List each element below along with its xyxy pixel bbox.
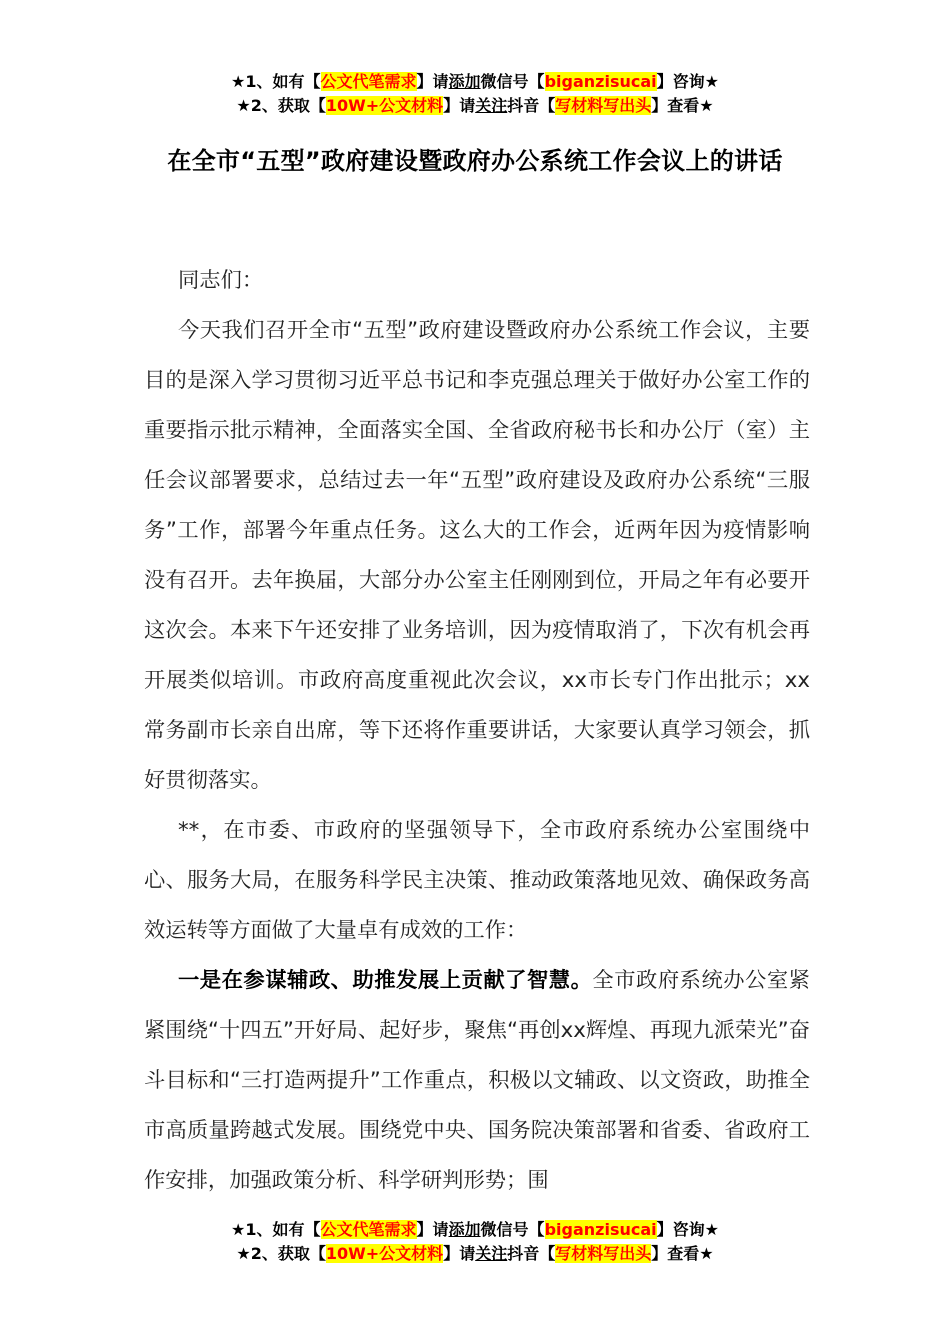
banner-text: ★1、如有【: [231, 72, 321, 91]
banner-text: ★1、如有【: [231, 1220, 321, 1239]
banner-text: 】查看★: [651, 1244, 714, 1263]
document-title: 在全市“五型”政府建设暨政府办公系统工作会议上的讲话: [167, 147, 783, 175]
header-banner: [0, 70, 950, 118]
banner-text: ★2、获取【: [236, 96, 326, 115]
point-text: 全市政府系统办公室紧紧围绕“十四五”开好局、起好步，聚焦“再创xx辉煌、再现九派荣光”奋斗目标和“三打造两提升”工作重点，积极以文辅政、以文资政，助推全市高质量跨越式发展。围绕党中央、国务院决策部署和省委、省政府工作安排，加强政策分析、科学研判形势；围: [144, 968, 810, 1193]
banner-underline: 添加: [448, 1220, 481, 1239]
banner-underline: 添加: [448, 72, 481, 91]
banner-line-2: [0, 1242, 950, 1266]
banner-highlight: 公文代笔需求: [320, 1220, 417, 1239]
banner-text: 】请: [443, 1244, 476, 1263]
banner-highlight: 公文代笔需求: [320, 72, 417, 91]
paragraph: 今天我们召开全市“五型”政府建设暨政府办公系统工作会议，主要目的是深入学习贯彻习近平总书记和李克强总理关于做好办公室工作的重要指示批示精神，全面落实全国、全省政府秘书长和办公厅（室）主任会议部署要求，总结过去一年“五型”政府建设及政府办公系统“三服务”工作，部署今年重点任务。这么大的工作会，近两年因为疫情影响没有召开。去年换届，大部分办公室主任刚刚到位，开局之年有必要开这次会。本来下午还安排了业务培训，因为疫情取消了，下次有机会再开展类似培训。市政府高度重视此次会议，xx市长专门作出批示；xx常务副市长亲自出席，等下还将作重要讲话，大家要认真学习领会，抓好贯彻落实。: [144, 318, 810, 793]
greeting: 同志们：: [178, 268, 264, 293]
document-body: [144, 256, 810, 1206]
banner-highlight: 10W+公文材料: [325, 96, 444, 115]
banner-text: 】请: [416, 1220, 449, 1239]
banner-text: 抖音【: [507, 96, 556, 115]
banner-text: ★2、获取【: [236, 1244, 326, 1263]
banner-text: 】查看★: [651, 96, 714, 115]
paragraph-point-1: [144, 956, 810, 1206]
banner-underline: 关注: [475, 96, 508, 115]
footer-banner: [0, 1218, 950, 1266]
point-lead: 一是在参谋辅政、助推发展上贡献了智慧。: [178, 968, 593, 993]
paragraph: **，在市委、市政府的坚强领导下，全市政府系统办公室围绕中心、服务大局，在服务科学民主决策、推动政策落地见效、确保政务高效运转等方面做了大量卓有成效的工作：: [144, 818, 810, 943]
banner-highlight: 写材料写出头: [555, 96, 652, 115]
banner-underline: 关注: [475, 1244, 508, 1263]
banner-text: 微信号【: [480, 1220, 545, 1239]
banner-text: 】咨询★: [656, 72, 719, 91]
banner-highlight: 10W+公文材料: [325, 1244, 444, 1263]
banner-line-2: [0, 94, 950, 118]
banner-text: 微信号【: [480, 72, 545, 91]
banner-text: 】请: [416, 72, 449, 91]
banner-line-1: [0, 70, 950, 94]
banner-text: 】请: [443, 96, 476, 115]
banner-text: 抖音【: [507, 1244, 556, 1263]
banner-highlight: biganzisucai: [544, 1220, 657, 1239]
banner-highlight: biganzisucai: [544, 72, 657, 91]
banner-highlight: 写材料写出头: [555, 1244, 652, 1263]
banner-line-1: [0, 1218, 950, 1242]
banner-text: 】咨询★: [656, 1220, 719, 1239]
